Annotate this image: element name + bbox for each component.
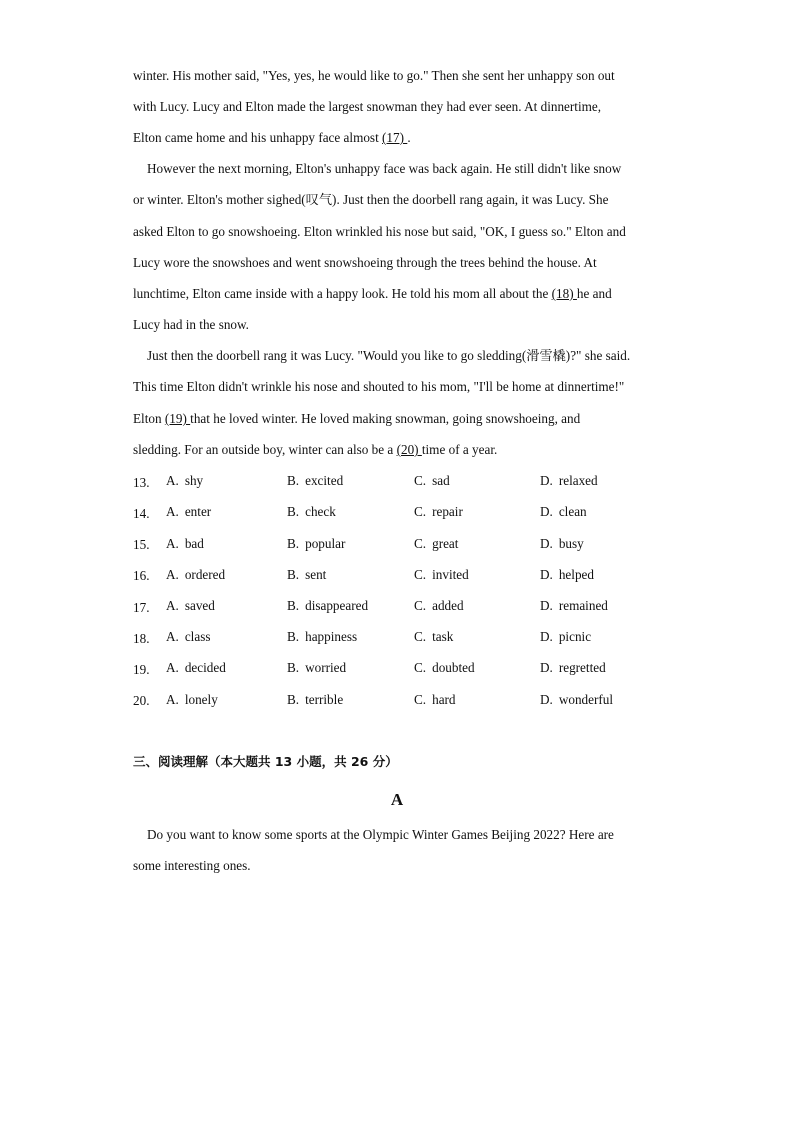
option-text: picnic [558, 629, 592, 644]
text-segment: . [407, 130, 411, 145]
text-segment: Elton came home and his unhappy face almost [133, 130, 383, 145]
question-number: 18. [133, 631, 150, 646]
option-d [540, 535, 584, 553]
option-text: class [184, 629, 211, 644]
question-number: 13. [133, 475, 150, 490]
passage-line [133, 410, 663, 428]
question-number: 20. [133, 693, 150, 708]
passage-line: Lucy had in the snow. [133, 317, 249, 332]
option-a [166, 628, 210, 646]
text-segment: lunchtime, Elton came inside with a happy look. He told his mom all about the [133, 286, 552, 301]
option-c [414, 472, 450, 490]
passage-line: However the next morning, Elton's unhappy face was back again. He still didn't like snow [147, 161, 622, 176]
blank-20: (20) [396, 442, 422, 457]
option-text: decided [184, 660, 226, 675]
passage-line [133, 129, 663, 147]
option-text: enter [184, 504, 212, 519]
option-text: check [305, 504, 336, 519]
option-letter: C. [414, 660, 427, 675]
option-text: helped [558, 567, 594, 582]
question-number: 17. [133, 600, 150, 615]
option-text: busy [558, 536, 584, 551]
option-text: lonely [184, 692, 218, 707]
option-a [166, 472, 203, 490]
option-text: hard [432, 692, 456, 707]
option-letter: C. [414, 473, 427, 488]
option-letter: C. [414, 629, 427, 644]
option-c [414, 691, 456, 709]
option-text: doubted [432, 660, 475, 675]
option-d [540, 628, 591, 646]
option-letter: C. [414, 536, 427, 551]
question-number: 19. [133, 662, 150, 677]
option-a [166, 659, 226, 677]
option-letter: B. [287, 629, 300, 644]
passage-line: asked Elton to go snowshoeing. Elton wrinkled his nose but said, "OK, I guess so." Elton and [133, 224, 626, 239]
blank-17: (17) [382, 130, 408, 145]
option-b [287, 628, 357, 646]
option-letter: D. [540, 536, 553, 551]
option-text: saved [184, 598, 215, 613]
option-letter: D. [540, 473, 553, 488]
option-b [287, 566, 326, 584]
option-c [414, 659, 475, 677]
option-letter: C. [414, 567, 427, 582]
option-c [414, 535, 458, 553]
passage-line: winter. His mother said, "Yes, yes, he would like to go." Then she sent her unhappy son out [133, 68, 615, 83]
option-letter: D. [540, 629, 553, 644]
option-text: wonderful [558, 692, 614, 707]
passage-title: A [390, 790, 404, 809]
option-letter: D. [540, 598, 553, 613]
option-letter: A. [166, 567, 179, 582]
option-b [287, 659, 346, 677]
option-letter: C. [414, 504, 427, 519]
question-number: 14. [133, 506, 150, 521]
section-heading: 三、阅读理解（本大题共 13 小题，共 26 分） [133, 754, 398, 769]
option-letter: B. [287, 692, 300, 707]
option-c [414, 566, 469, 584]
option-letter: B. [287, 598, 300, 613]
option-text: regretted [558, 660, 606, 675]
option-text: task [432, 629, 454, 644]
option-text: clean [558, 504, 587, 519]
option-text: terrible [305, 692, 344, 707]
option-b [287, 691, 343, 709]
option-text: happiness [305, 629, 358, 644]
option-text: disappeared [305, 598, 369, 613]
text-segment: sledding. For an outside boy, winter can also be a [133, 442, 397, 457]
option-text: sent [305, 567, 327, 582]
option-c [414, 597, 464, 615]
text-segment: he and [576, 286, 612, 301]
option-text: excited [305, 473, 344, 488]
blank-19: (19) [164, 411, 191, 426]
option-text: great [432, 536, 459, 551]
option-letter: B. [287, 536, 300, 551]
option-d [540, 503, 587, 521]
option-b [287, 597, 368, 615]
option-b [287, 535, 345, 553]
option-letter: C. [414, 598, 427, 613]
option-a [166, 597, 215, 615]
option-d [540, 691, 613, 709]
option-text: invited [432, 567, 469, 582]
option-text: bad [184, 536, 204, 551]
option-text: sad [432, 473, 450, 488]
option-letter: A. [166, 629, 179, 644]
passage-line [133, 441, 663, 459]
passage-line: This time Elton didn't wrinkle his nose and shouted to his mom, "I'll be home at dinnertime!" [133, 379, 625, 394]
option-text: popular [305, 536, 346, 551]
option-letter: B. [287, 473, 300, 488]
option-letter: A. [166, 504, 179, 519]
option-letter: A. [166, 473, 179, 488]
option-letter: A. [166, 536, 179, 551]
option-letter: A. [166, 598, 179, 613]
passage-line: with Lucy. Lucy and Elton made the largest snowman they had ever seen. At dinnertime, [133, 99, 602, 114]
option-letter: D. [540, 660, 553, 675]
passage-line [133, 285, 663, 303]
option-text: relaxed [558, 473, 598, 488]
passage-line: Just then the doorbell rang it was Lucy. "Would you like to go sledding(滑雪橇)?" she said. [147, 348, 631, 363]
option-text: remained [558, 598, 608, 613]
option-letter: D. [540, 692, 553, 707]
option-letter: B. [287, 567, 300, 582]
option-letter: D. [540, 567, 553, 582]
passage-line: Lucy wore the snowshoes and went snowshoeing through the trees behind the house. At [133, 255, 597, 270]
option-letter: D. [540, 504, 553, 519]
option-text: repair [432, 504, 463, 519]
option-b [287, 472, 343, 490]
intro-line: Do you want to know some sports at the Olympic Winter Games Beijing 2022? Here are [147, 827, 614, 842]
option-letter: C. [414, 692, 427, 707]
option-text: ordered [184, 567, 226, 582]
option-d [540, 597, 608, 615]
option-letter: B. [287, 504, 300, 519]
option-text: worried [305, 660, 347, 675]
option-b [287, 503, 336, 521]
option-letter: A. [166, 660, 179, 675]
option-d [540, 566, 594, 584]
blank-18: (18) [551, 286, 577, 301]
option-a [166, 503, 211, 521]
option-c [414, 503, 463, 521]
option-c [414, 628, 453, 646]
option-text: shy [184, 473, 204, 488]
intro-line: some interesting ones. [133, 858, 251, 873]
option-d [540, 659, 606, 677]
option-a [166, 566, 225, 584]
option-text: added [432, 598, 464, 613]
option-a [166, 535, 204, 553]
option-a [166, 691, 218, 709]
passage-line: or winter. Elton's mother sighed(叹气). Just then the doorbell rang again, it was Lucy. She [133, 192, 609, 207]
text-segment: Elton [133, 411, 165, 426]
text-segment: time of a year. [421, 442, 498, 457]
option-letter: A. [166, 692, 179, 707]
text-segment: that he loved winter. He loved making snowman, going snowshoeing, and [190, 411, 581, 426]
question-number: 15. [133, 537, 150, 552]
option-letter: B. [287, 660, 300, 675]
question-number: 16. [133, 568, 150, 583]
option-d [540, 472, 598, 490]
